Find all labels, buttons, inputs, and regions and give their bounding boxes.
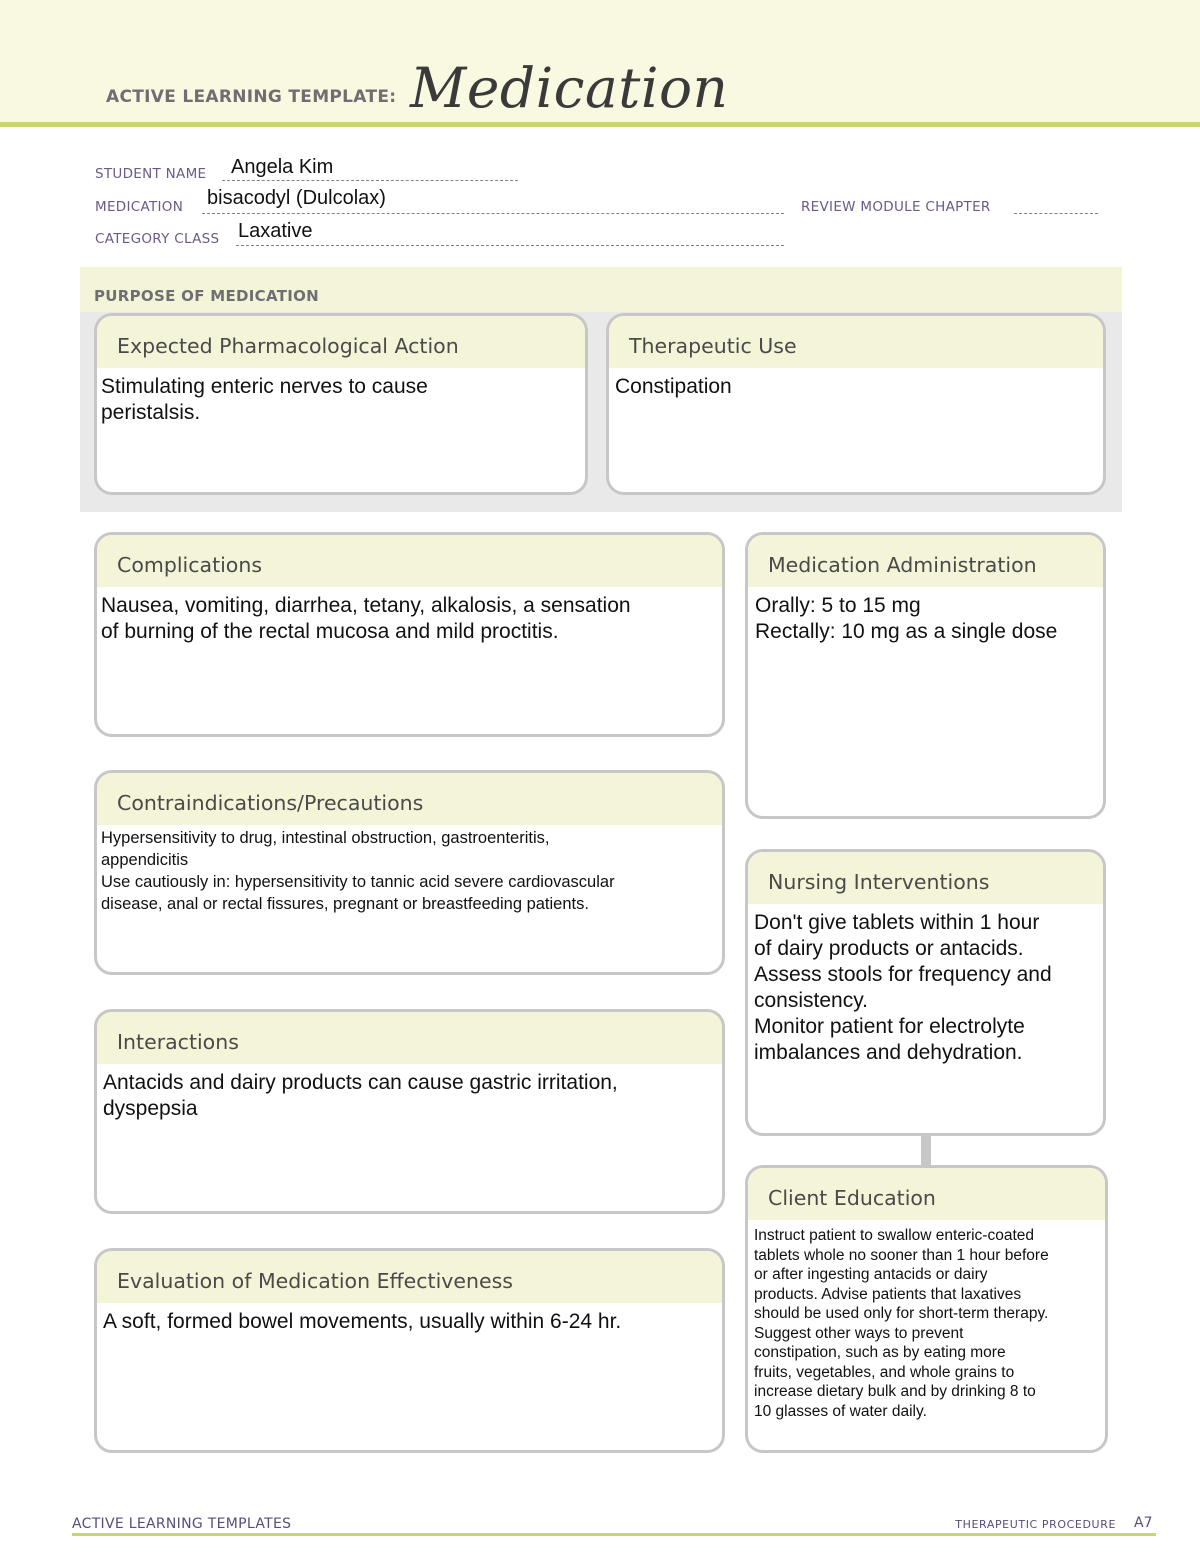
- therapeutic-use-text[interactable]: Constipation: [615, 375, 732, 398]
- evaluation-heading: Evaluation of Medication Effectiveness: [97, 1251, 722, 1303]
- medication-administration-box: [745, 532, 1106, 819]
- interactions-text[interactable]: Antacids and dairy products can cause gastric irritation, dyspepsia: [103, 1071, 618, 1120]
- contraindications-text[interactable]: Hypersensitivity to drug, intestinal obstruction, gastroenteritis, appendicitis Use cautiously in: hypersensitivity to tannic acid severe cardiovascular disease, anal or rectal fissures, pregnant or breastfeeding patients.: [101, 829, 615, 913]
- student-name-line: [222, 180, 518, 181]
- expected-action-heading: Expected Pharmacological Action: [97, 316, 585, 368]
- connector-bar: [921, 1135, 931, 1167]
- expected-action-box: [94, 313, 588, 495]
- client-education-box: [745, 1165, 1108, 1453]
- therapeutic-use-box: [606, 313, 1106, 495]
- footer-right: THERAPEUTIC PROCEDURE: [955, 1518, 1116, 1531]
- review-module-label: REVIEW MODULE CHAPTER: [801, 199, 991, 215]
- category-class-line: [236, 245, 784, 246]
- medication-field[interactable]: bisacodyl (Dulcolax): [207, 187, 386, 209]
- header-divider: [0, 122, 1200, 127]
- client-education-text[interactable]: Instruct patient to swallow enteric-coated tablets whole no sooner than 1 hour before or after ingesting antacids or dairy products. Advise patients that laxatives should be used only for short-term therapy. Suggest other ways to prevent constipation, such as by eating more fruits, vegetables, and whole grains to increase dietary bulk and by drinking 8 to 10 glasses of water daily.: [754, 1227, 1049, 1420]
- purpose-title: PURPOSE OF MEDICATION: [94, 287, 320, 305]
- complications-heading: Complications: [97, 535, 722, 587]
- review-module-line: [1014, 213, 1098, 214]
- complications-text[interactable]: Nausea, vomiting, diarrhea, tetany, alkalosis, a sensation of burning of the rectal mucosa and mild proctitis.: [101, 594, 631, 643]
- complications-box: [94, 532, 725, 737]
- evaluation-box: [94, 1248, 725, 1453]
- category-class-label: CATEGORY CLASS: [95, 231, 220, 247]
- category-class-field[interactable]: Laxative: [238, 220, 313, 242]
- medication-administration-heading: Medication Administration: [748, 535, 1103, 587]
- medication-label: MEDICATION: [95, 199, 184, 215]
- footer-divider: [72, 1533, 1156, 1536]
- client-education-heading: Client Education: [748, 1168, 1105, 1220]
- interactions-box: [94, 1009, 725, 1214]
- student-name-field[interactable]: Angela Kim: [231, 156, 334, 178]
- template-label: ACTIVE LEARNING TEMPLATE:: [106, 87, 397, 107]
- page-title: Medication: [410, 56, 729, 120]
- nursing-interventions-heading: Nursing Interventions: [748, 852, 1103, 904]
- evaluation-text[interactable]: A soft, formed bowel movements, usually within 6-24 hr.: [103, 1310, 622, 1333]
- medication-line: [202, 213, 784, 214]
- nursing-interventions-box: [745, 849, 1106, 1136]
- therapeutic-use-heading: Therapeutic Use: [609, 316, 1103, 368]
- contraindications-heading: Contraindications/Precautions: [97, 773, 722, 825]
- page-number: A7: [1134, 1515, 1153, 1531]
- student-name-label: STUDENT NAME: [95, 166, 207, 182]
- contraindications-box: [94, 770, 725, 975]
- footer-left: ACTIVE LEARNING TEMPLATES: [72, 1516, 292, 1532]
- interactions-heading: Interactions: [97, 1012, 722, 1064]
- expected-action-text[interactable]: Stimulating enteric nerves to cause peristalsis.: [101, 375, 428, 424]
- medication-administration-text[interactable]: Orally: 5 to 15 mg Rectally: 10 mg as a single dose: [755, 594, 1058, 643]
- nursing-interventions-text[interactable]: Don't give tablets within 1 hour of dairy products or antacids. Assess stools for frequency and consistency. Monitor patient for electrolyte imbalances and dehydration.: [754, 911, 1052, 1064]
